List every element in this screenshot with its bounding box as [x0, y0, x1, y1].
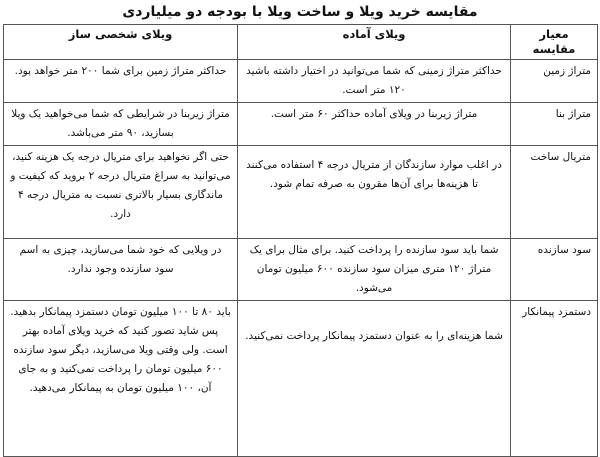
ready-villa-cell: شما هزینه‌ای را به عنوان دستمزد پیمانکار پرداخت نمی‌کنید. — [238, 301, 511, 457]
page-title: مقایسه خرید ویلا و ساخت ویلا با بودجه دو میلیاردی — [122, 4, 478, 20]
self-built-villa-cell: باید ۸۰ تا ۱۰۰ میلیون تومان دستمزد پیمانکار بدهید. پس شاید تصور کنید که خرید ویلای آماده بهتر است. ولی وقتی ویلا می‌سازید، دیگر سود سازنده ۶۰۰ میلیون تومان را پرداخت نمی‌کنید و به جای آن، ۱۰۰ میلیون تومان به پیمانکار می‌دهید. — [4, 301, 238, 457]
header-ready-villa: ویلای آماده — [238, 25, 511, 60]
ready-villa-cell: در اغلب موارد سازندگان از متریال درجه ۴ استفاده می‌کنند تا هزینه‌ها برای آن‌ها مقرون به صرفه تمام شود. — [238, 146, 511, 239]
criterion-cell: سود سازنده — [511, 239, 598, 301]
self-built-villa-cell: متراژ زیربنا در شرایطی که شما می‌خواهید یک ویلا بسازید، ۹۰ متر می‌باشد. — [4, 103, 238, 146]
criterion-cell: دستمزد پیمانکار — [511, 301, 598, 457]
table-row — [4, 301, 598, 457]
ready-villa-cell: شما باید سود سازنده را پرداخت کنید. برای مثال برای یک متراژ ۱۲۰ متری میزان سود سازنده ۶۰۰ میلیون تومان می‌شود. — [238, 239, 511, 301]
self-built-villa-cell: حداکثر متراژ زمین برای شما ۲۰۰ متر خواهد بود. — [4, 60, 238, 103]
table-header-row — [4, 25, 598, 60]
criterion-cell: متراژ زمین — [511, 60, 598, 103]
header-self-built-villa: ویلای شخصی ساز — [4, 25, 238, 60]
table-row — [4, 60, 598, 103]
ready-villa-cell: حداکثر متراژ زمینی که شما می‌توانید در اختیار داشته باشید ۱۲۰ متر است. — [238, 60, 511, 103]
ready-villa-cell: متراژ زیربنا در ویلای آماده حداکثر ۶۰ متر است. — [238, 103, 511, 146]
self-built-villa-cell: در ویلایی که خود شما می‌سازید، چیزی به اسم سود سازنده وجود ندارد. — [4, 239, 238, 301]
table-row — [4, 239, 598, 301]
criterion-cell: متراژ بنا — [511, 103, 598, 146]
comparison-table — [3, 24, 598, 457]
table-row — [4, 103, 598, 146]
header-criterion: معیار مقایسه — [511, 25, 598, 60]
self-built-villa-cell: حتی اگر نخواهید برای متریال درجه یک هزینه کنید، می‌توانید به سراغ متریال درجه ۲ بروید که کیفیت و ماندگاری بسیار بالاتری نسبت به متریال درجه ۴ دارد. — [4, 146, 238, 239]
criterion-cell: متریال ساخت — [511, 146, 598, 239]
table-row — [4, 146, 598, 239]
